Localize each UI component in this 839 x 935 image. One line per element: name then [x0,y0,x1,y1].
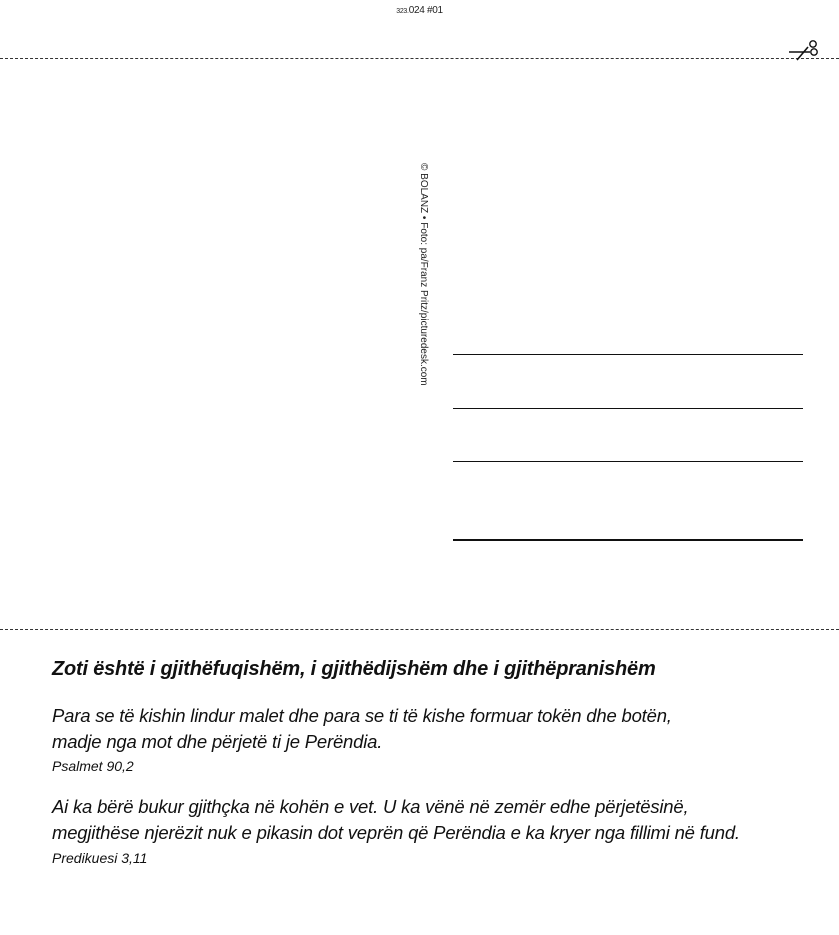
verse-line: Ai ka bërë bukur gjithçka në kohën e vet. U ka vënë në zemër edhe përjetësinë, [52,796,689,817]
address-line [453,461,803,462]
verse-text [52,794,822,846]
verse-line: Para se të kishin lindur malet dhe para se ti të kishe formuar tokën dhe botën, [52,705,672,726]
cut-line-bottom [0,629,839,630]
cut-line-top [0,58,839,59]
verse-reference: Predikuesi 3,11 [52,850,148,866]
product-code [0,5,839,16]
photo-credit: © BOLANZ • Foto: pa/Franz Pritz/picturedesk.com [418,163,429,386]
product-code-number: 024 #01 [408,5,443,16]
verse-line: madje nga mot dhe përjetë ti je Perëndia. [52,731,383,752]
verse-line: megjithëse njerëzit nuk e pikasin dot veprën që Perëndia e ka kryer nga fillimi në fund. [52,822,740,843]
address-line [453,354,803,355]
card-headline: Zoti është i gjithëfuqishëm, i gjithëdijshëm dhe i gjithëpranishëm [52,658,656,680]
address-line [453,408,803,409]
verse-text [52,703,822,755]
address-line [453,539,803,541]
scissors-icon [788,38,820,64]
product-code-prefix: 323. [396,8,409,15]
verse-reference: Psalmet 90,2 [52,758,134,774]
